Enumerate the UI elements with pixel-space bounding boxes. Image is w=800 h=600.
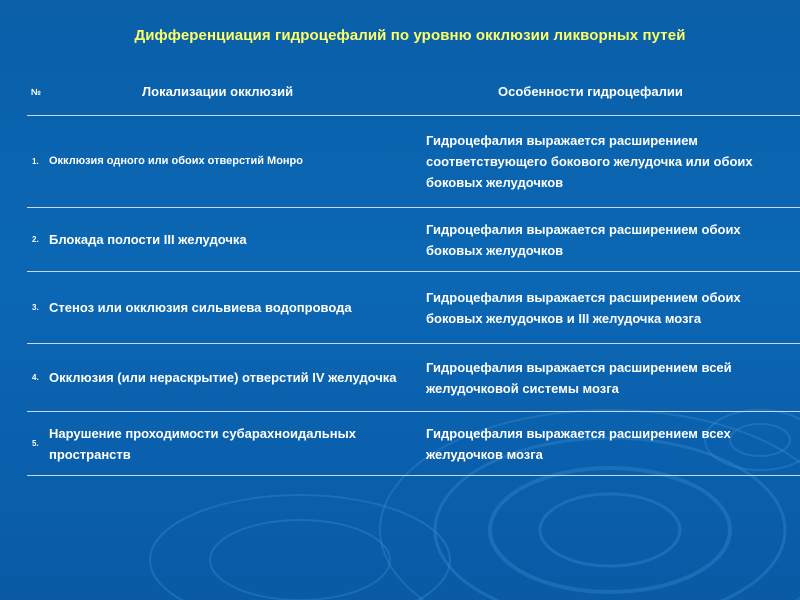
header-features: Особенности гидроцефалии bbox=[426, 68, 800, 116]
table-row bbox=[27, 116, 800, 208]
table-row bbox=[27, 208, 800, 272]
page-title: Дифференциация гидроцефалий по уровню окклюзии ликворных путей bbox=[134, 27, 686, 44]
row-features: Гидроцефалия выражается расширением соответствующего бокового желудочка или обоих боковых желудочков bbox=[426, 116, 800, 208]
table-row bbox=[27, 272, 800, 344]
row-localization: Блокада полости III желудочка bbox=[47, 208, 426, 272]
row-localization: Окклюзия одного или обоих отверстий Монро bbox=[47, 116, 426, 208]
table-row bbox=[27, 412, 800, 476]
row-number: 1. bbox=[27, 116, 47, 208]
header-localization: Локализации окклюзий bbox=[47, 68, 426, 116]
row-features: Гидроцефалия выражается расширением всей желудочковой системы мозга bbox=[426, 344, 800, 412]
row-number: 5. bbox=[27, 412, 47, 476]
row-number: 4. bbox=[27, 344, 47, 412]
occlusion-table bbox=[27, 68, 800, 476]
table-row bbox=[27, 344, 800, 412]
row-features: Гидроцефалия выражается расширением всех желудочков мозга bbox=[426, 412, 800, 476]
row-number: 3. bbox=[27, 272, 47, 344]
row-features: Гидроцефалия выражается расширением обоих боковых желудочков и III желудочка мозга bbox=[426, 272, 800, 344]
row-localization: Нарушение проходимости субарахноидальных пространств bbox=[47, 412, 426, 476]
header-number: № bbox=[27, 68, 47, 116]
row-localization: Окклюзия (или нераскрытие) отверстий IV желудочка bbox=[47, 344, 426, 412]
row-features: Гидроцефалия выражается расширением обоих боковых желудочков bbox=[426, 208, 800, 272]
row-localization: Стеноз или окклюзия сильвиева водопровода bbox=[47, 272, 426, 344]
table-header-row bbox=[27, 68, 800, 116]
row-number: 2. bbox=[27, 208, 47, 272]
